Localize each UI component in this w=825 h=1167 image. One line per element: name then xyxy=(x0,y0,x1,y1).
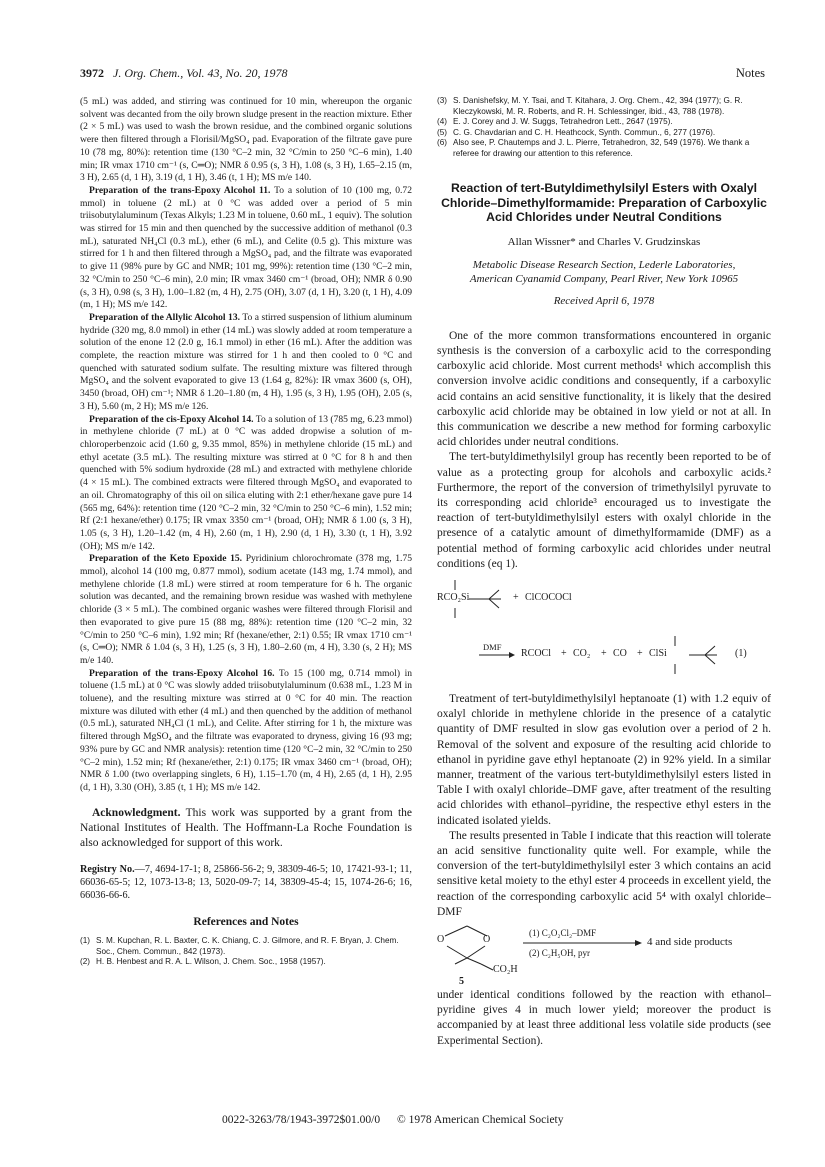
body-paragraph-4: The results presented in Table I indicate that this reaction will tolerate an acid sensitive functionality quite well. For example, while the conversion of the tert-butyldimethylsilyl ester 3 which contains an acid sensitive ketal moiety to the ethyl ester 4 proceeds in excellent yield, the reaction of the corresponding carboxylic acid 5⁴ with oxalyl chloride–DMF xyxy=(437,829,771,918)
article-body-continued xyxy=(437,692,771,920)
exp-paragraph-2 xyxy=(80,312,412,414)
reagent-step-2: (2) C₂H₅OH, pyr xyxy=(529,948,591,959)
equation-1-structure xyxy=(437,578,771,686)
author-affiliation xyxy=(437,258,771,286)
left-column xyxy=(80,96,412,968)
reagent-step-1: (1) C₂O₂Cl₂–DMF xyxy=(529,928,597,939)
body-paragraph-1: One of the more common transformations encountered in organic synthesis is the conversion of a carboxylic acid to the corresponding carboxylic acid chloride. Most current methods¹ which accomplish this conversion involve acidic conditions and consequently, if a carboxylic acid contains an acid sensitive functionality, it is likely that the desired carboxylic acid chloride may be obtained in low yield or not at all. In this communication we describe a new method for forming carboxylic acid chlorides under neutral conditions. xyxy=(437,329,771,449)
reference-number: (5) xyxy=(437,127,448,137)
journal-name: J. Org. Chem., xyxy=(113,66,184,80)
arrow-label: DMF xyxy=(483,642,502,653)
exp-heading-3: Preparation of the cis-Epoxy Alcohol 14. xyxy=(89,413,254,425)
acknowledgment-heading: Acknowledgment. xyxy=(92,806,181,819)
body-paragraph-5: under identical conditions followed by the reaction with ethanol–pyridine gives 4 in much lower yield; moreover the product is accompanied by at least three additional less volatile side products (see Experimental Section). xyxy=(437,989,771,1047)
bond-line xyxy=(489,590,499,599)
equation-number: (1) xyxy=(735,648,747,660)
exp-heading-5: Preparation of the trans-Epoxy Alcohol 16. xyxy=(89,667,275,679)
reference-text: Also see, P. Chautemps and J. L. Pierre, Tetrahedron, 32, 549 (1976). We thank a referee for drawing our attention to this reference. xyxy=(453,138,750,158)
compound-number: 5 xyxy=(459,976,464,988)
header-left xyxy=(80,66,288,81)
exp-text-4: Pyridinium chlorochromate (378 mg, 1.75 mmol), alcohol 14 (100 mg, 0.877 mmol), sodium acetate (143 mg, 1.74 mmol), and methylene chloride (1.8 mL) were stirred at room temperature for 6 h. The organic solution was decanted, and the remaining brown residue was washed with methylene chloride (3 × 5 mL). The combined organic washes were filtered through Florisil and then evaporated to give pure 15 (88 mg, 88%): retention time (120 °C–2 min, 32 °C/min to 250 °C–6 min), 1.92 min; Rf (hexane/ether, 2:1) 0.55; IR νmax 1710 cm⁻¹ (s, C═O); NMR δ 1.04 (s, 3 H), 1.25 (s, 3 H), 1.80–2.60 (m, 4 H), 3.30 (s, 2 H); MS m/e 140. xyxy=(80,553,412,666)
copyright-notice: © 1978 American Chemical Society xyxy=(397,1114,564,1126)
reactant-ester: RCO₂Si xyxy=(437,592,470,604)
product-silyl-chloride: ClSi xyxy=(649,648,667,660)
bond-line xyxy=(447,946,467,958)
exp-paragraph-3 xyxy=(80,414,412,554)
reference-item xyxy=(437,117,771,128)
volume-issue: Vol. 43, No. 20, 1978 xyxy=(186,66,288,80)
received-date: Received April 6, 1978 xyxy=(553,294,655,307)
scheme-product: 4 and side products xyxy=(647,936,733,949)
bond-line xyxy=(445,926,467,936)
exp-heading-1: Preparation of the trans-Epoxy Alcohol 11. xyxy=(89,184,271,196)
reference-text: C. G. Chavdarian and C. H. Heathcock, Synth. Commun., 6, 277 (1976). xyxy=(453,127,716,137)
reference-text: S. M. Kupchan, R. L. Baxter, C. K. Chiang, C. J. Gilmore, and R. F. Bryan, J. Chem. Soc., Chem. Commun., 842 (1973). xyxy=(96,936,399,956)
reaction-arrowhead xyxy=(509,652,515,658)
reference-item xyxy=(80,957,412,968)
bond-line xyxy=(705,646,715,655)
reference-number: (3) xyxy=(437,96,448,105)
exp-paragraph-1 xyxy=(80,185,412,312)
section-name: Notes xyxy=(735,66,765,80)
equation-1 xyxy=(437,578,771,686)
plus-sign: + xyxy=(637,648,643,660)
acknowledgment-text: This work was supported by a grant from the National Institutes of Health. The Hoffmann-La Roche Foundation is also acknowledged for support of this work. xyxy=(80,806,412,850)
article-title: Reaction of tert-Butyldimethylsilyl Esters with Oxalyl Chloride–Dimethylformamide: Preparation of Carboxylic Acid Chlorides under Neutral Conditions xyxy=(441,181,767,225)
bond-line xyxy=(467,958,481,964)
bond-line xyxy=(467,946,485,958)
oxygen-label: O xyxy=(437,934,445,946)
registry-numbers xyxy=(80,863,412,902)
exp-text-5: To 15 (100 mg, 0.714 mmol) in toluene (1.5 mL) at 0 °C was slowly added triisobutylaluminum (0.638 mL, 1.23 M in toluene), and the resulting mixture was stirred at 0 °C for 40 min. The reaction mixture was diluted with ether (4 mL) and then quenched by the addition of methanol (0.5 mL), saturated NH₄Cl (1 mL), and Celite. After stirring for 1 h, the mixture was filtered through MgSO₄ and the filtrate was evaporated to dryness, giving 16 (93 mg; 93% pure by GC and NMR analysis): retention time (120 °C–2 min, 32 °C/min to 250 °C–2 min), 1.52 min; Rf (hexane/ether, 2:1) 0.175; IR νmax 3460 cm⁻¹ (broad, OH); NMR δ 1.00 (two overlapping singlets, 6 H), 1.15–1.70 (m, 4 H), 2.65 (d, 1 H), 2.95 (d, 1 H), 3.30 (OH), 3.85 (t, 1 H); MS m/e 142. xyxy=(80,667,412,793)
oxygen-label: O xyxy=(483,934,491,946)
reference-text: E. J. Corey and J. W. Suggs, Tetrahedron Lett., 2647 (1975). xyxy=(453,117,673,126)
reference-number: (6) xyxy=(437,138,448,147)
carboxylic-acid-group: CO₂H xyxy=(493,964,518,976)
reference-item xyxy=(437,128,771,139)
article-body-end xyxy=(437,988,771,1049)
running-header xyxy=(80,66,765,84)
experimental-section xyxy=(80,96,412,795)
registry-heading: Registry No. xyxy=(80,864,135,876)
exp-text-0: (5 mL) was added, and stirring was continued for 10 min, whereupon the organic solvent was decanted from the oily brown sludge present in the reaction mixture. Ether (2 × 5 mL) was used to wash the brown residue, and the combined organic solutions were then filtered through a Florisil/MgSO₄ pad. Evaporation of the filtrate gave pure 10 (78 mg, 80%): retention time (130 °C–2 min, 32 °C/min to 250 °C–6 min), 1.40 min; IR νmax 1710 cm⁻¹ (s, C═O); NMR δ 0.95 (s, 3 H), 1.08 (s, 3 H), 1.65–2.15 (m, 3 H), 2.65 (d, 1 H), 3.19 (d, 1 H), 3.46 (t, 1 H); MS m/e 140. xyxy=(80,96,412,184)
exp-heading-4: Preparation of the Keto Epoxide 15. xyxy=(89,553,243,565)
article-body xyxy=(437,329,771,572)
registry-text: —7, 4694-17-1; 8, 25866-56-2; 9, 38309-46-5; 10, 17421-93-1; 11, 66036-65-5; 12, 1073-13-8; 13, 5020-09-7; 14, 38309-45-4; 15, 1074-26-6; 16, 66036-66-6. xyxy=(80,864,412,902)
references-list-right xyxy=(437,96,771,159)
product-acid-chloride: RCOCl xyxy=(521,648,552,660)
acknowledgment xyxy=(80,806,412,852)
bond-line xyxy=(481,964,493,970)
plus-sign: + xyxy=(513,592,519,604)
article-authors: Allan Wissner* and Charles V. Grudzinskas xyxy=(507,235,701,248)
exp-text-2: To a stirred suspension of lithium aluminum hydride (320 mg, 8.0 mmol) in ether (14 mL) was slowly added at room temperature a solution of the enone 12 (2.0 g, 16.1 mmol) in ether (16 mL). After the addition was complete, the reaction mixture was stirred for 1 h and then cooled to 0 °C and quenched with saturated sodium sulfate. The resulting mixture was filtered through MgSO₄ and the solvent evaporated to give 13 (1.64 g, 82%): IR νmax 3600 (s, OH), 3450 (broad, OH) cm⁻¹; NMR δ 1.20–1.80 (m, 4 H), 1.95 (s, 3 H), 1.95 (OH), 2.05 (s, 3 H), 5.60 (m, 2 H); MS m/e 126. xyxy=(80,311,412,412)
article-code: 0022-3263/78/1943-3972$01.00/0 xyxy=(222,1114,381,1126)
reference-text: S. Danishefsky, M. Y. Tsai, and T. Kitahara, J. Org. Chem., 42, 394 (1977); G. R. Kleczykowski, M. R. Roberts, and R. H. Schlessinger, ibid., 43, 788 (1978). xyxy=(453,96,743,116)
right-column xyxy=(437,96,771,1049)
plus-sign: + xyxy=(561,648,567,660)
exp-text-1: To a solution of 10 (100 mg, 0.72 mmol) in toluene (2 mL) at 0 °C was added over a period of 5 min triisobutylaluminum (Texas Alkyls; 1.23 M in toluene, 0.60 mL, 1 equiv). The solution was stirred for 15 min and then quenched by the successive addition of methanol (0.3 mL), saturated NH₄Cl (0.3 mL), ether (6 mL), and Celite (0.5 g). This mixture was stirred for 1 h and then filtered through a MgSO₄ pad, and the filtrate was evaporated to give 11 (98% pure by GC and NMR; 101 mg, 99%): retention time (130 °C–2 min, 32 °C/min to 250 °C–6 min), 2.0 min; IR νmax 3460 cm⁻¹ (broad, OH); NMR δ 0.90 (s, 3 H), 0.98 (s, 3 H), 1.00–1.82 (m, 4 H), 2.75 (OH), 3.07 (d, 1 H), 3.20 (t, 1 H), 4.09 (m, 1 H); MS m/e 142. xyxy=(80,184,412,311)
product-co: CO xyxy=(613,648,627,660)
reference-item xyxy=(80,936,412,957)
page-number: 3972 xyxy=(80,66,104,80)
body-paragraph-2: The tert-butyldimethylsilyl group has recently been reported to be of value as a protecting group for alcohols and carboxylic acids.² Furthermore, the report of the conversion of trimethylsilyl pyruvate to its corresponding acid chloride³ encouraged us to investigate the reaction of tert-butyldimethylsilyl esters with oxalyl chloride in the presence of a catalytic amount of dimethylformamide (DMF) as a potential method of forming carboxylic acid chlorides under neutral conditions (eq 1). xyxy=(437,451,771,570)
reference-number: (2) xyxy=(80,957,91,967)
plus-sign: + xyxy=(601,648,607,660)
bond-line xyxy=(489,599,499,608)
product-co2: CO₂ xyxy=(573,648,591,660)
exp-paragraph-4 xyxy=(80,553,412,667)
body-paragraph-3: Treatment of tert-butyldimethylsilyl heptanoate (1) with 1.2 equiv of oxalyl chloride in methylene chloride in the presence of a catalytic quantity of DMF resulted in slow gas evolution over a period of 2 h. Removal of the solvent and exposure of the resulting acid chloride to ethanol in pyridine gave ethyl heptanoate (2) in 92% yield. In a similar manner, treatment of the various tert-butyldimethylsilyl esters listed in Table I with oxalyl chloride–DMF gave, after treatment of the resulting acid chlorides with ethanol–pyridine, the respective ethyl esters in the indicated isolated yields. xyxy=(437,693,771,827)
reference-number: (1) xyxy=(80,936,91,946)
reference-number: (4) xyxy=(437,117,448,126)
reference-text: H. B. Henbest and R. A. L. Wilson, J. Chem. Soc., 1958 (1957). xyxy=(96,957,326,967)
reaction-arrowhead xyxy=(635,940,642,946)
references-list-left xyxy=(80,936,412,968)
exp-paragraph-0 xyxy=(80,96,412,185)
exp-paragraph-5 xyxy=(80,668,412,795)
reaction-scheme-5 xyxy=(437,924,771,986)
reference-item xyxy=(437,138,771,159)
references-title: References and Notes xyxy=(193,916,299,929)
bond-line xyxy=(455,958,467,964)
exp-heading-2: Preparation of the Allylic Alcohol 13. xyxy=(89,311,240,323)
bond-line xyxy=(705,655,715,664)
oxalyl-chloride: ClCOCOCl xyxy=(525,592,572,604)
affiliation-line-1: Metabolic Disease Research Section, Lederle Laboratories, xyxy=(472,258,736,271)
affiliation-line-2: American Cyanamid Company, Pearl River, New York 10965 xyxy=(469,272,739,285)
exp-text-3: To a solution of 13 (785 mg, 6.23 mmol) in methylene chloride (7 mL) at 0 °C was added dropwise a solution of m-chloroperbenzoic acid (1.60 g, 9.35 mmol, 85%) in methylene chloride (15 mL) and ethyl acetate (3.5 mL). The resulting mixture was stirred at 0 °C for 8 h and then quenched with 5% sodium hydroxide (28 mL) and extracted with methylene chloride (4 × 15 mL). The combined extracts were filtered through MgSO₄ and evaporated to an oil. Chromatography of this oil on silica eluting with 2:1 ether/hexane gave pure 14 (565 mg, 64%): retention time (120 °C–2 min, 32 °C/min to 250 °C–6 min), 1.52 min; Rf (2:1 hexane/ether) 0.175; IR νmax 3350 cm⁻¹ (broad, OH); NMR δ 1.00 (s, 3 H), 1.05 (s, 3 H), 1.20–1.42 (m, 4 H), 2.60 (m, 1 H), 2.90 (d, 1 H), 3.30 (t, 1 H), 3.92 (OH); MS m/e 142. xyxy=(80,413,412,552)
reference-item xyxy=(437,96,771,117)
page-footer xyxy=(222,1114,578,1126)
